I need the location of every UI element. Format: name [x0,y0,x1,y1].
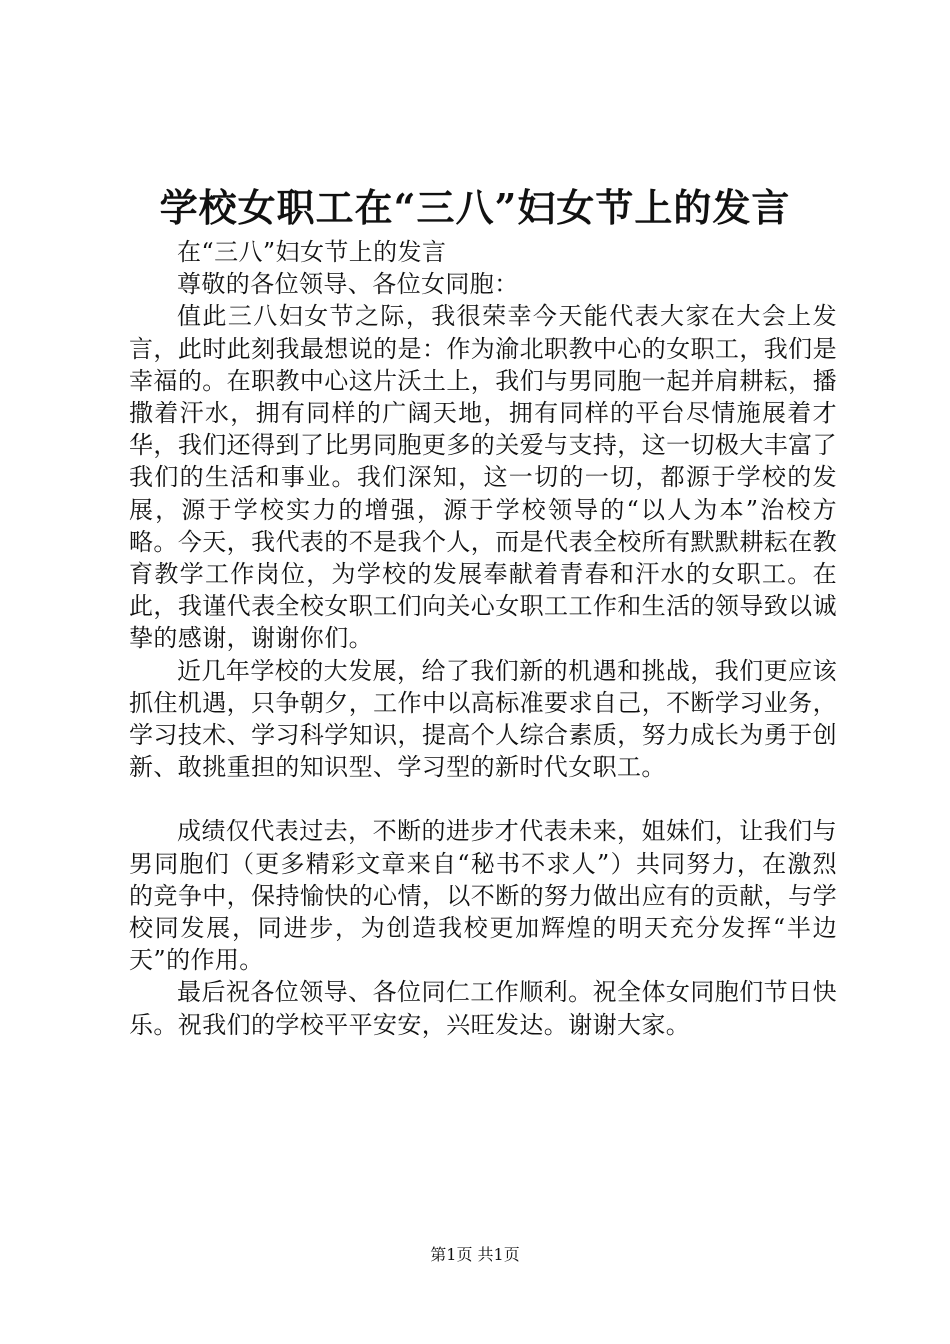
salutation: 尊敬的各位领导、各位女同胞： [177,270,519,299]
document-title: 学校女职工在“三八”妇女节上的发言 [159,185,791,230]
paragraph-future: 成绩仅代表过去，不断的进步才代表未来，姐妹们，让我们与男同胞们（更多精彩文章来自“秘书不求人”）共同努力，在激烈的竞争中，保持愉快的心情，以不断的努力做出应有的贡献，与学校同发展，同进步，为创造我校更加辉煌的明天充分发挥“半边天”的作用。 [129,817,837,975]
paragraph-closing: 最后祝各位领导、各位同仁工作顺利。祝全体女同胞们节日快乐。祝我们的学校平平安安，兴旺发达。谢谢大家。 [129,978,837,1039]
speech-subtitle: 在“三八”妇女节上的发言 [177,238,447,266]
paragraph-development: 近几年学校的大发展，给了我们新的机遇和挑战，我们更应该抓住机遇，只争朝夕，工作中以高标准要求自己，不断学习业务，学习技术、学习科学知识，提高个人综合素质，努力成长为勇于创新、敢挑重担的知识型、学习型的新时代女职工。 [129,656,837,782]
paragraph-opening: 值此三八妇女节之际，我很荣幸今天能代表大家在大会上发言，此时此刻我最想说的是：作为渝北职教中心的女职工，我们是幸福的。在职教中心这片沃土上，我们与男同胞一起并肩耕耘，播撒着汗水，拥有同样的广阔天地，拥有同样的平台尽情施展着才华，我们还得到了比男同胞更多的关爱与支持，这一切极大丰富了我们的生活和事业。我们深知，这一切的一切，都源于学校的发展，源于学校实力的增强，源于学校领导的“以人为本”治校方略。今天，我代表的不是我个人，而是代表全校所有默默耕耘在教育教学工作岗位，为学校的发展奉献着青春和汗水的女职工。在此，我谨代表全校女职工们向关心女职工工作和生活的领导致以诚挚的感谢，谢谢你们。 [129,302,837,653]
page-footer: 第1页 共1页 [430,1245,520,1264]
document-body [129,236,837,1041]
